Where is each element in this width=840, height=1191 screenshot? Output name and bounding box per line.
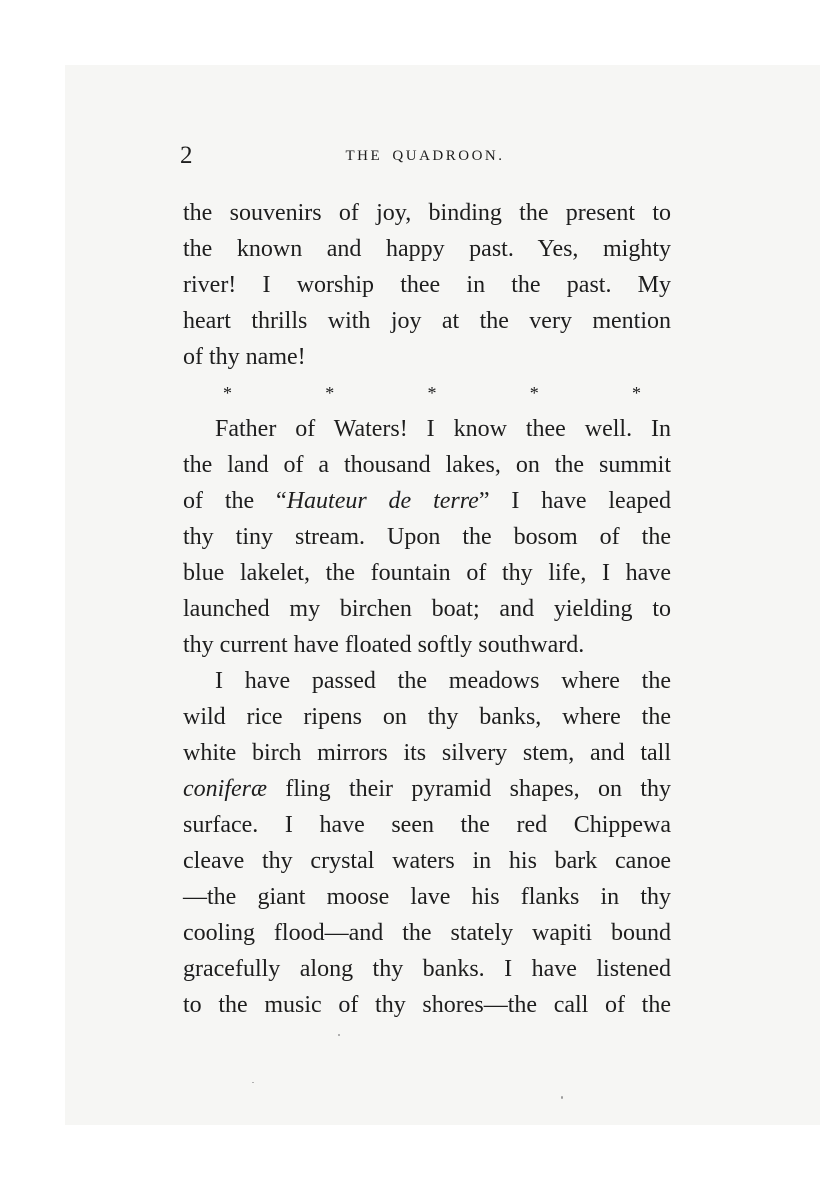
text-line: thy tiny stream. Upon the bosom of the — [183, 524, 671, 550]
asterisk: * — [223, 383, 232, 403]
paper-speck — [252, 1082, 254, 1083]
text-line: wild rice ripens on thy banks, where the — [183, 704, 671, 730]
text-line: —the giant moose lave his flanks in thy — [183, 884, 671, 910]
asterisk: * — [427, 383, 437, 403]
text-line: of thy name! — [183, 344, 306, 370]
text-line: the land of a thousand lakes, on the summit — [183, 452, 671, 478]
text-line: the souvenirs of joy, binding the present to — [183, 200, 671, 226]
text-segment: of the “ — [183, 488, 287, 514]
page-number: 2 — [180, 142, 193, 169]
text-segment: ” I have leaped — [478, 488, 672, 514]
text-line — [183, 483, 671, 519]
body-text — [183, 195, 671, 1023]
text-line: I have passed the meadows where the — [215, 668, 671, 694]
italic-phrase: Hauteur de terre — [286, 488, 479, 514]
text-line: heart thrills with joy at the very mention — [183, 308, 671, 334]
text-line: river! I worship thee in the past. My — [183, 272, 671, 298]
asterisk: * — [325, 383, 335, 403]
text-line: thy current have floated softly southward. — [183, 632, 585, 658]
italic-word: coniferæ — [183, 776, 267, 802]
text-line: gracefully along thy banks. I have listened — [183, 956, 671, 982]
paper-speck — [338, 1034, 340, 1036]
text-line: launched my birchen boat; and yielding to — [183, 596, 671, 622]
text-line: Father of Waters! I know thee well. In — [215, 416, 671, 442]
asterisk: * — [529, 383, 539, 403]
asterisk: * — [632, 383, 641, 403]
text-line: cooling flood—and the stately wapiti bound — [183, 920, 671, 946]
text-line: the known and happy past. Yes, mighty — [183, 236, 671, 262]
section-break — [183, 375, 671, 411]
running-title: THE QUADROON. — [345, 148, 505, 164]
text-line: cleave thy crystal waters in his bark canoe — [183, 848, 671, 874]
text-line: to the music of thy shores—the call of the — [183, 992, 671, 1018]
text-line — [183, 771, 671, 807]
paper-speck — [561, 1096, 563, 1099]
text-line: surface. I have seen the red Chippewa — [183, 812, 671, 838]
text-segment: fling their pyramid shapes, on thy — [267, 776, 671, 802]
page-header — [180, 142, 670, 176]
text-line: white birch mirrors its silvery stem, and tall — [183, 740, 671, 766]
text-line: blue lakelet, the fountain of thy life, I have — [183, 560, 671, 586]
